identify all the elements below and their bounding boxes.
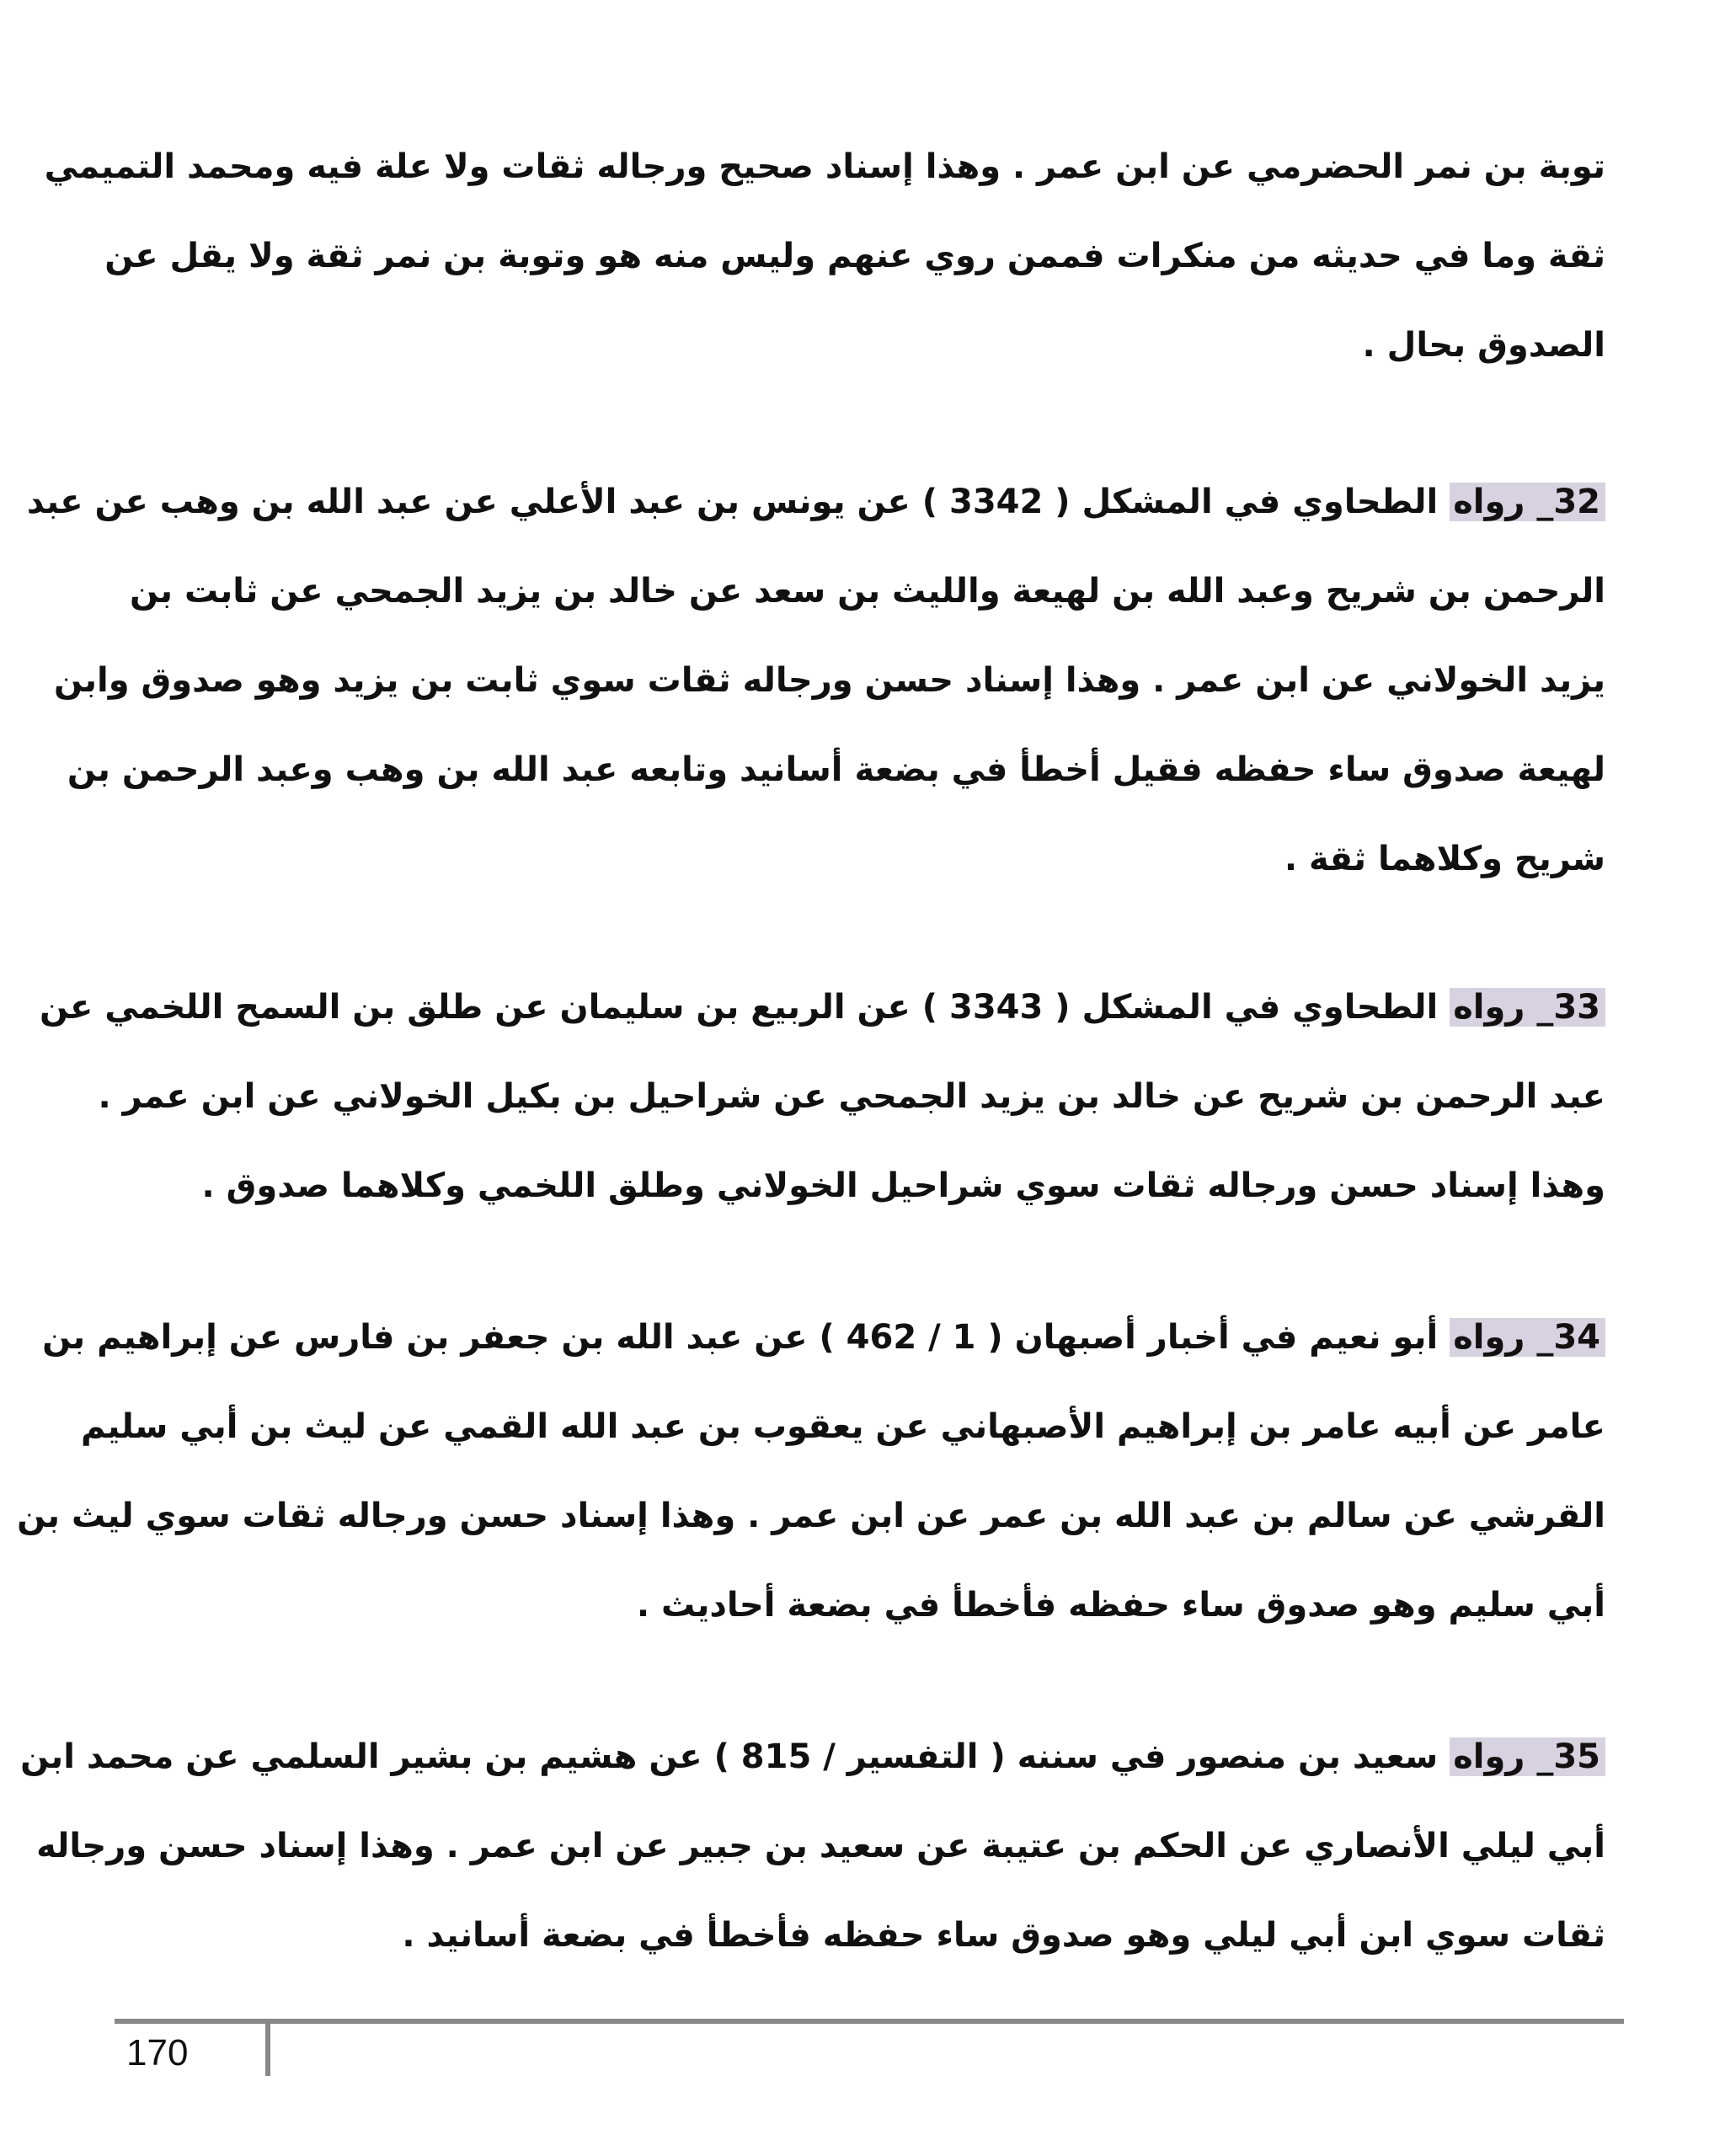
paragraph-line: وهذا إسناد حسن ورجاله ثقات سوي شراحيل الخولاني وطلق اللخمي وكلاهما صدوق .	[201, 1166, 1605, 1205]
paragraph-line: أبي ليلي الأنصاري عن الحكم بن عتيبة عن سعيد بن جبير عن ابن عمر . وهذا إسناد حسن ورجاله	[36, 1827, 1605, 1865]
paragraph-line: لهيعة صدوق ساء حفظه فقيل أخطأ في بضعة أسانيد وتابعه عبد الله بن وهب وعبد الرحمن بن	[67, 750, 1605, 789]
paragraph-line: توبة بن نمر الحضرمي عن ابن عمر . وهذا إسناد صحيح ورجاله ثقات ولا علة فيه ومحمد التميمي	[44, 147, 1605, 186]
paragraph-line: أبي سليم وهو صدوق ساء حفظه فأخطأ في بضعة أحاديث .	[636, 1586, 1605, 1625]
paragraph-line: الصدوق بحال .	[1362, 326, 1605, 365]
paragraph-line: الرحمن بن شريح وعبد الله بن لهيعة والليث بن سعد عن خالد بن يزيد الجمحي عن ثابت بن	[130, 572, 1605, 611]
paragraph-line	[42, 1293, 1605, 1382]
paragraph-line: عبد الرحمن بن شريح عن خالد بن يزيد الجمحي عن شراحيل بن بكيل الخولاني عن ابن عمر .	[98, 1077, 1605, 1116]
paragraph-line: ثقة وما في حديثه من منكرات فممن روي عنهم وليس منه هو وتوبة بن نمر ثقة ولا يقل عن	[104, 237, 1605, 275]
paragraph-line: عامر عن أبيه عامر بن إبراهيم الأصبهاني عن يعقوب بن عبد الله القمي عن ليث بن أبي سليم	[81, 1407, 1605, 1446]
entry-number-highlight: 35_ رواه	[1450, 1737, 1605, 1776]
line-text: الطحاوي في المشكل ( 3343 ) عن الربيع بن سليمان عن طلق بن السمح اللخمي عن	[39, 988, 1439, 1027]
page-number: 170	[126, 2032, 189, 2073]
line-text: الطحاوي في المشكل ( 3342 ) عن يونس بن عبد الأعلي عن عبد الله بن وهب عن عبد	[26, 483, 1439, 521]
entry-number-highlight: 34_ رواه	[1450, 1318, 1605, 1357]
paragraph-line: شريح وكلاهما ثقة .	[1284, 840, 1605, 878]
entry-32-paragraph	[26, 457, 1605, 904]
entry-33-paragraph	[39, 963, 1605, 1230]
entry-35-paragraph	[20, 1712, 1605, 1980]
entry-34-paragraph	[17, 1293, 1605, 1650]
paragraph-line: يزيد الخولاني عن ابن عمر . وهذا إسناد حسن ورجاله ثقات سوي ثابت بن يزيد وهو صدوق وابن	[53, 661, 1605, 700]
line-text: سعيد بن منصور في سننه ( التفسير / 815 ) عن هشيم بن بشير السلمي عن محمد ابن	[20, 1737, 1439, 1776]
entry-number-highlight: 33_ رواه	[1450, 988, 1605, 1027]
line-text: أبو نعيم في أخبار أصبهان ( 1 / 462 ) عن عبد الله بن جعفر بن فارس عن إبراهيم بن	[42, 1318, 1439, 1357]
intro-paragraph	[44, 122, 1605, 390]
footer-divider-tick	[265, 2019, 270, 2076]
paragraph-line: القرشي عن سالم بن عبد الله بن عمر عن ابن عمر . وهذا إسناد حسن ورجاله ثقات سوي ليث بن	[17, 1497, 1605, 1535]
paragraph-line	[26, 457, 1605, 547]
footer-rule	[115, 2019, 1624, 2024]
paragraph-line	[20, 1712, 1605, 1801]
paragraph-line	[39, 963, 1605, 1052]
entry-number-highlight: 32_ رواه	[1450, 483, 1605, 521]
paragraph-line: ثقات سوي ابن أبي ليلي وهو صدوق ساء حفظه فأخطأ في بضعة أسانيد .	[402, 1916, 1605, 1955]
